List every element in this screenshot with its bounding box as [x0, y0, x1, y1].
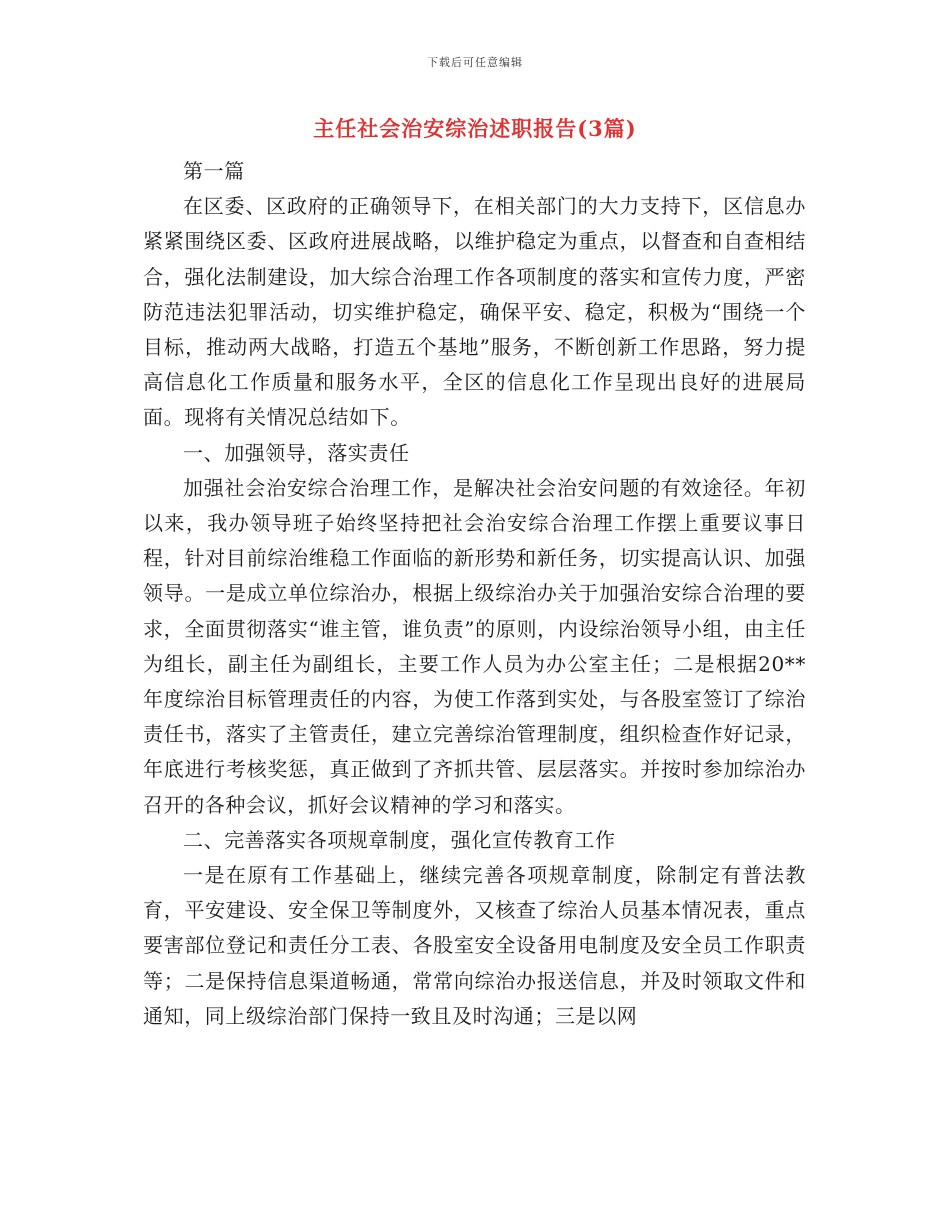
document-body	[143, 154, 806, 1034]
body-paragraph: 在区委、区政府的正确领导下，在相关部门的大力支持下，区信息办紧紧围绕区委、区政府进展战略，以维护稳定为重点，以督查和自查相结合，强化法制建设，加大综合治理工作各项制度的落实和宣传力度，严密防范违法犯罪活动，切实维护稳定，确保平安、稳定，积极为“围绕一个目标，推动两大战略，打造五个基地”服务，不断创新工作思路，努力提高信息化工作质量和服务水平，全区的信息化工作呈现出良好的进展局面。现将有关情况总结如下。	[143, 194, 806, 430]
section-heading: 二、完善落实各项规章制度，强化宣传教育工作	[183, 827, 616, 852]
body-paragraph: 一是在原有工作基础上，继续完善各项规章制度，除制定有普法教育，平安建设、安全保卫等制度外，又核查了综治人员基本情况表，重点要害部位登记和责任分工表、各股室安全设备用电制度及安全员工作职责等；二是保持信息渠道畅通，常常向综治办报送信息，并及时领取文件和通知，同上级综治部门保持一致且及时沟通；三是以网	[143, 863, 806, 1028]
body-paragraph: 加强社会治安综合治理工作，是解决社会治安问题的有效途径。年初以来，我办领导班子始终坚持把社会治安综合治理工作摆上重要议事日程，针对目前综治维稳工作面临的新形势和新任务，切实提高认识、加强领导。一是成立单位综治办，根据上级综治办关于加强治安综合治理的要求，全面贯彻落实“谁主管，谁负责”的原则，内设综治领导小组，由主任为组长，副主任为副组长，主要工作人员为办公室主任；二是根据20**年度综治目标管理责任的内容，为使工作落到实处，与各股室签订了综治责任书，落实了主管责任，建立完善综治管理制度，组织检查作好记录，年底进行考核奖惩，真正做到了齐抓共管、层层落实。并按时参加综治办召开的各种会议，抓好会议精神的学习和落实。	[143, 475, 806, 817]
section-heading: 一、加强领导，落实责任	[183, 440, 410, 465]
document-title: 主任社会治安综治述职报告(3篇)	[313, 116, 637, 141]
section-label: 第一篇	[183, 159, 245, 183]
header-note: 下载后可任意编辑	[427, 56, 523, 69]
